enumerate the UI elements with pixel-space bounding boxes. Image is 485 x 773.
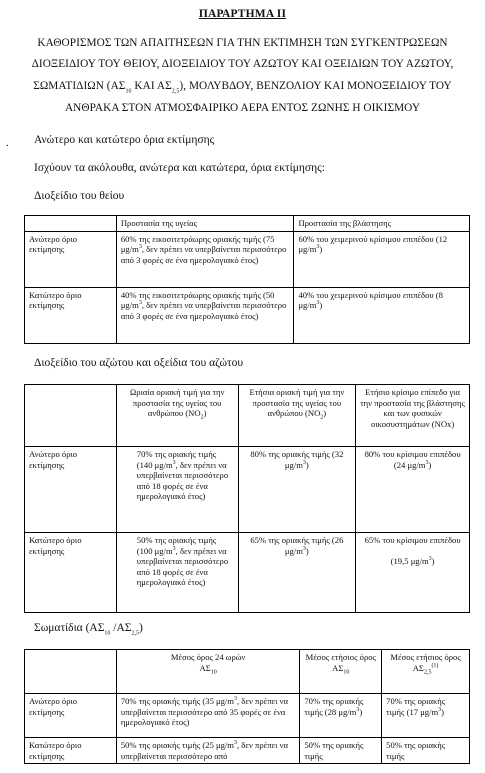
- no2-lower-annual: 65% της οριακής τιμής (26 $\mu g/m^3$): [238, 533, 356, 613]
- so2-corner-cell: [25, 216, 117, 232]
- title-line-4: ΑΝΘΡΑΚΑ ΣΤΟΝ ΑΤΜΟΣΦΑΙΡΙΚΟ ΑΕΡΑ ΕΝΤΟΣ ΖΩΝΗΣ Η ΟΙΚΙΣΜΟΥ: [64, 102, 421, 114]
- table-row: [25, 650, 470, 694]
- so2-upper-label: Ανώτερο όριο εκτίμησης: [25, 231, 117, 287]
- pm-header-annual-pm25: Μέσος ετήσιος όρος $A\Sigma_{2,5}^{(1)}$: [382, 650, 470, 694]
- no2-lower-label: Κατώτερο όριο εκτίμησης: [25, 533, 117, 613]
- pm-header-annual-pm10: Μέσος ετήσιος όρος $A\Sigma_{10}$: [300, 650, 382, 694]
- no2-header-annual: Ετήσια οριακή τιμή για την προστασία της υγείας του ανθρώπου $(NO_2)$: [238, 385, 356, 447]
- table-row: [25, 231, 470, 287]
- title-line-2: ΔΙΟΞΕΙΔΙΟΥ ΤΟΥ ΘΕΙΟΥ, ΔΙΟΞΕΙΔΙΟΥ ΤΟΥ ΑΖΩΤΟΥ ΚΑΙ ΟΞΕΙΔΙΩΝ ΤΟΥ ΑΖΩΤΟΥ,: [31, 58, 454, 70]
- so2-header-health: Προστασία της υγείας: [116, 216, 294, 232]
- no2-heading: Διοξείδιο του αζώτου και οξείδια του αζώτου: [34, 357, 244, 369]
- so2-lower-vegetation: 40% του χειμερινού κρίσιμου επιπέδου (8 $\mu g/m^3$): [294, 287, 470, 343]
- pm-upper-annual-pm25: 70% της οριακής τιμής (17 $\mu g/m^3$): [382, 694, 470, 738]
- no2-upper-annual: 80% της οριακής τιμής (32 $\mu g/m^3$): [238, 447, 356, 533]
- so2-header-vegetation: Προστασία της βλάστησης: [294, 216, 470, 232]
- so2-lower-health: 40% της εικοσιτετράωρης οριακής τιμής (50 $\mu g/m^3$, δεν πρέπει να υπερβαίνεται περισσότερο από 3 φορές σε ένα ημερολογιακό έτος): [116, 287, 294, 343]
- no2-upper-label: Ανώτερο όριο εκτίμησης: [25, 447, 117, 533]
- so2-heading: Διοξείδιο του θείου: [34, 190, 125, 202]
- pm-lower-annual-pm10: 50% της οριακής τιμής: [300, 738, 382, 764]
- no2-table: [24, 384, 470, 613]
- pm-lower-label: Κατώτερο όριο εκτίμησης: [25, 738, 117, 764]
- no2-header-hourly: Ωριαία οριακή τιμή για την προστασία της υγείας του ανθρώπου $(NO_2)$: [116, 385, 238, 447]
- pm-upper-annual-pm10: 70% της οριακής τιμής (28 $\mu g/m^3$): [300, 694, 382, 738]
- pm-upper-24h: 70% της οριακής τιμής (35 $\mu g/m^3$, δεν πρέπει να υπερβαίνεται περισσότερο από 35 φορές σε ένα ημερολογιακό έτος): [116, 694, 300, 738]
- no2-lower-critical: 65% του κρίσιμου επιπέδου (19,5 $\mu g/m^3$): [356, 533, 470, 613]
- table-row: [25, 385, 470, 447]
- no2-lower-hourly: 50% της οριακής τιμής (100 $\mu g/m^3$, δεν πρέπει να υπερβαίνεται περισσότερο από 18 φορές σε ένα ημερολογιακό έτος): [116, 533, 238, 613]
- annex-title: ΠΑΡΑΡΤΗΜΑ ΙΙ: [198, 8, 287, 20]
- so2-upper-vegetation: 60% του χειμερινού κρίσιμου επιπέδου (12 $\mu g/m^3$): [294, 231, 470, 287]
- bullet-mark: .: [6, 137, 9, 149]
- section-a-title: Ανώτερο και κατώτερο όρια εκτίμησης: [34, 134, 215, 146]
- no2-corner-cell: [25, 385, 117, 447]
- so2-lower-label: Κατώτερο όριο εκτίμησης: [25, 287, 117, 343]
- table-row: [25, 694, 470, 738]
- table-row: [25, 287, 470, 343]
- pm-upper-label: Ανώτερο όριο εκτίμησης: [25, 694, 117, 738]
- no2-upper-hourly: 70% της οριακής τιμής (140 $\mu g/m^3$, δεν πρέπει να υπερβαίνεται περισσότερο από 18 φορές σε ένα ημερολογιακό έτος): [116, 447, 238, 533]
- pm-table: [24, 649, 470, 764]
- table-row: [25, 738, 470, 764]
- title-line-3: ΣΩΜΑΤΙΔΙΩΝ ($A\Sigma_{10}$ ΚΑΙ $A\Sigma_{2,5}$), ΜΟΛΥΒΔΟΥ, ΒΕΝΖΟΛΙΟΥ ΚΑΙ ΜΟΝΟΞΕΙΔΙΟΥ ΤΟΥ: [33, 80, 452, 95]
- pm-lower-annual-pm25: 50% της οριακής τιμής: [382, 738, 470, 764]
- pm-lower-24h: 50% της οριακής τιμής (25 $\mu g/m^3$, δεν πρέπει να υπερβαίνεται περισσότερο από: [116, 738, 300, 764]
- table-row: [25, 447, 470, 533]
- no2-upper-critical: 80% του κρίσιμου επιπέδου (24 $\mu g/m^3$): [356, 447, 470, 533]
- pm-header-24h: Μέσος όρος 24 ωρών $A\Sigma_{10}$: [116, 650, 300, 694]
- pm-heading: Σωματίδια ($A\Sigma_{10}$ $/A\Sigma_{2,5}$): [34, 622, 143, 637]
- so2-upper-health: 60% της εικοσιτετράωρης οριακής τιμής (75 $\mu g/m^3$, δεν πρέπει να υπερβαίνεται περισσότερο από 3 φορές σε ένα ημερολογιακό έτος): [116, 231, 294, 287]
- table-row: [25, 533, 470, 613]
- no2-header-critical: Ετήσιο κρίσιμο επίπεδο για την προστασία της βλάστησης και των φυσικών οικοσυστημάτων (NOx): [356, 385, 470, 447]
- so2-table: [24, 215, 470, 344]
- intro-text: Ισχύουν τα ακόλουθα, ανώτερα και κατώτερα, όρια εκτίμησης:: [34, 162, 325, 174]
- table-row: [25, 216, 470, 232]
- title-line-1: ΚΑΘΟΡΙΣΜΟΣ ΤΩΝ ΑΠΑΙΤΗΣΕΩΝ ΓΙΑ ΤΗΝ ΕΚΤΙΜΗΣΗ ΤΩΝ ΣΥΓΚΕΝΤΡΩΣΕΩΝ: [37, 37, 448, 49]
- pm-corner-cell: [25, 650, 117, 694]
